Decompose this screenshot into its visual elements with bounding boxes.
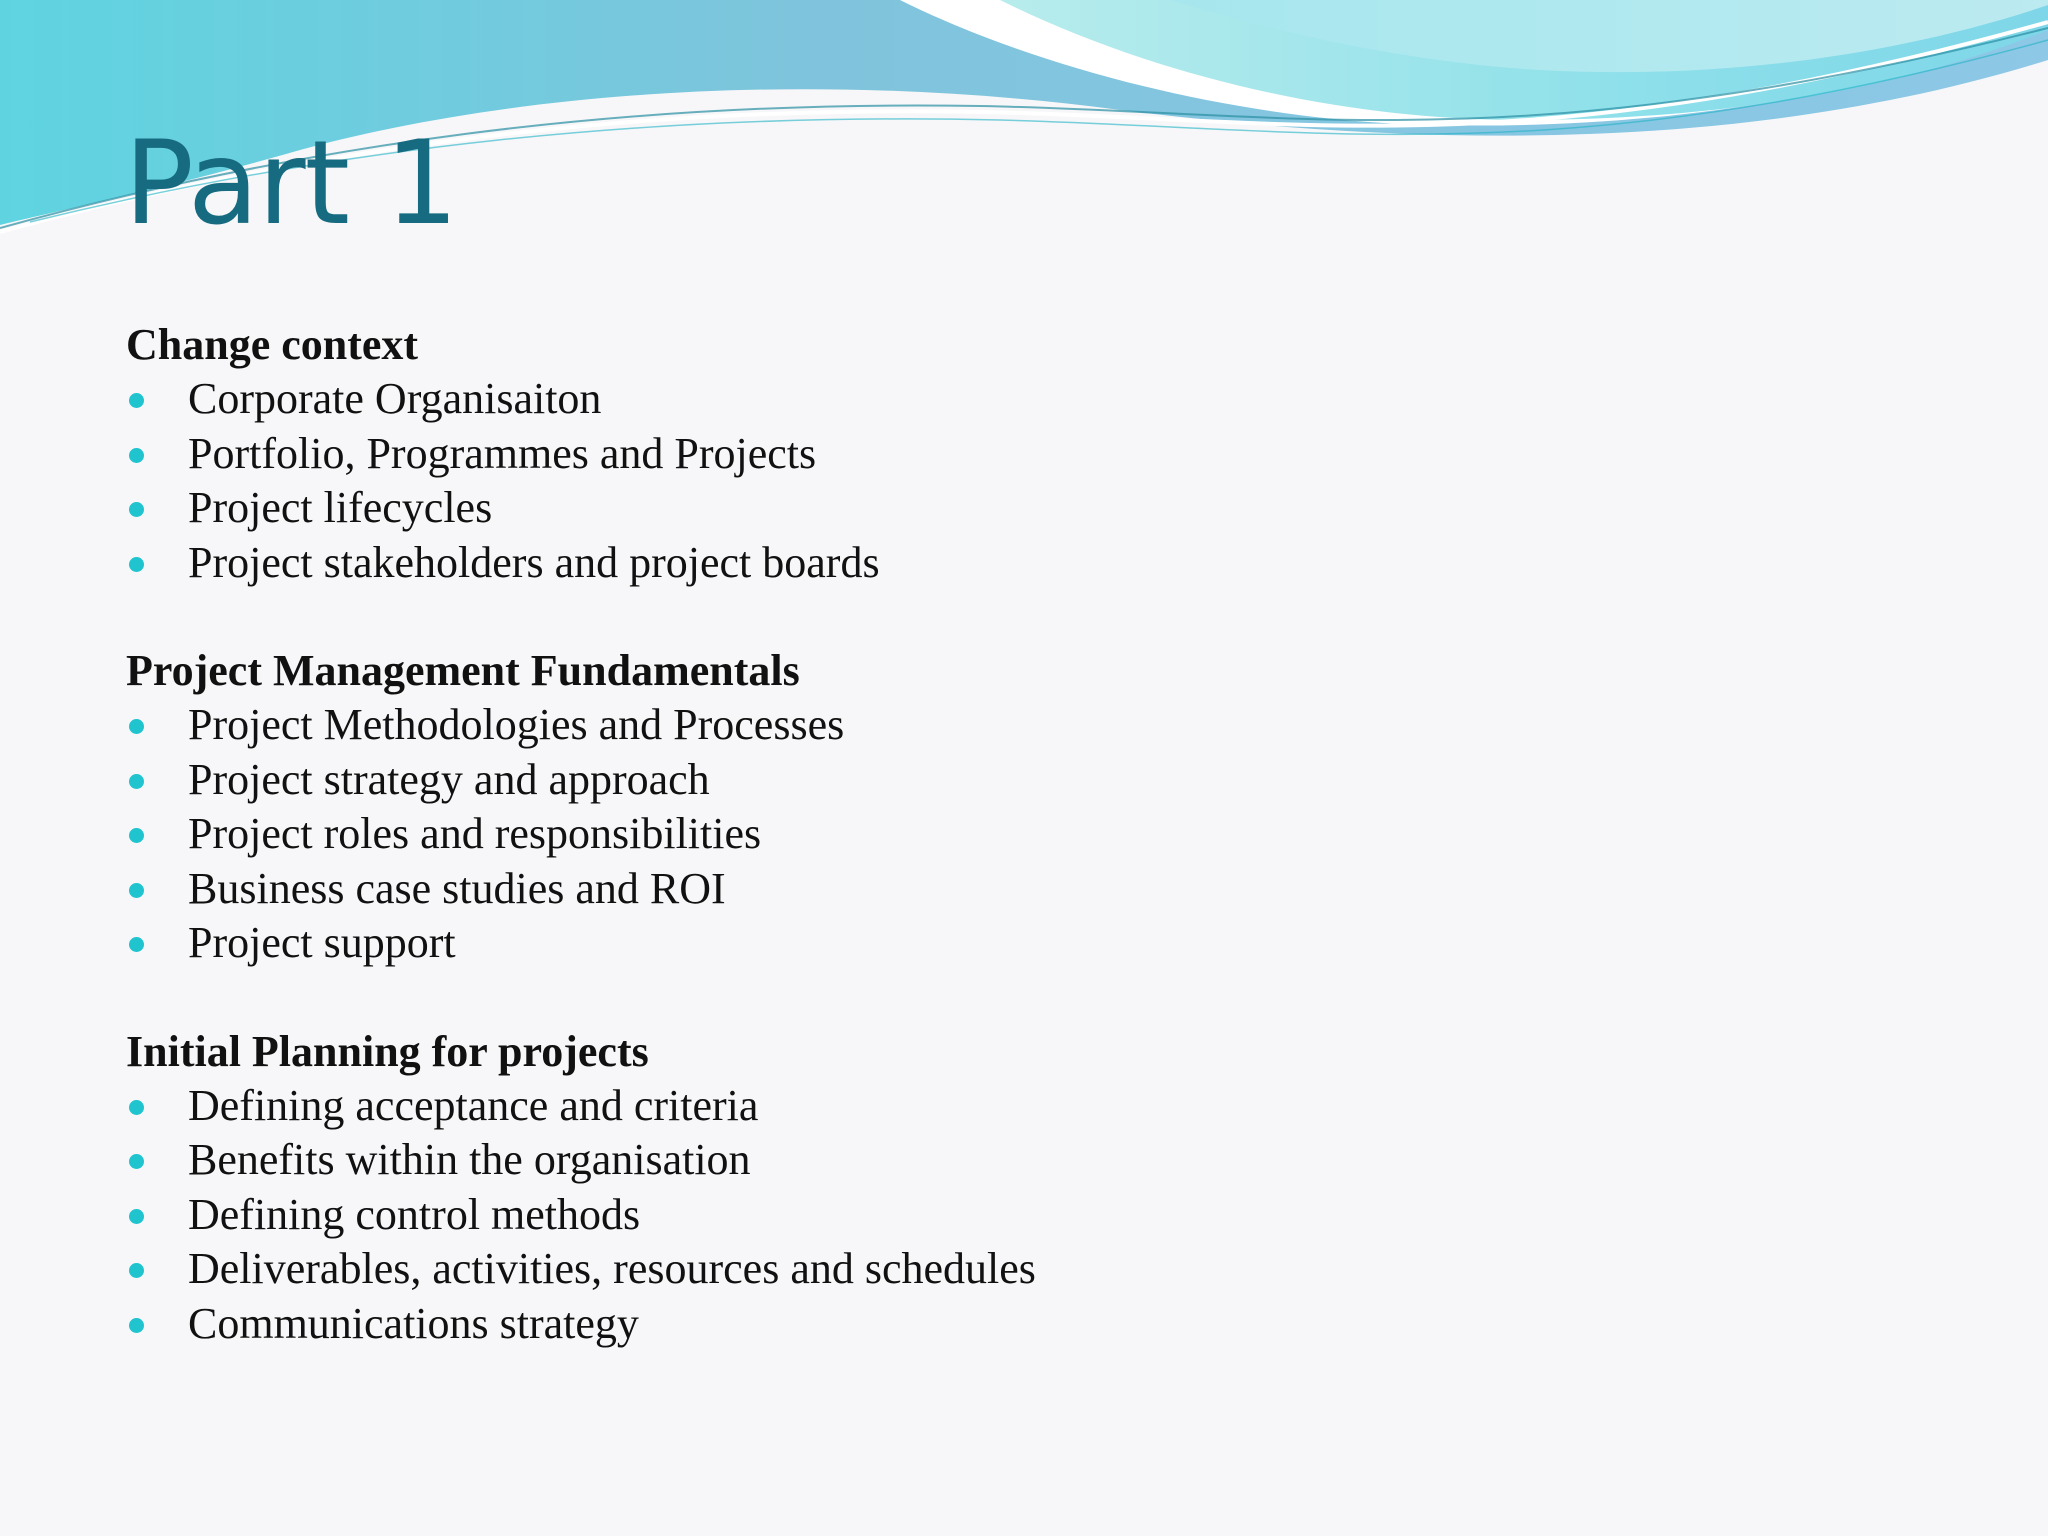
list-item — [126, 753, 1626, 808]
list-item — [126, 427, 1626, 482]
list-item-text: Project stakeholders and project boards — [188, 537, 880, 587]
list-item-text: Benefits within the organisation — [188, 1135, 751, 1184]
section-change-context — [126, 318, 1626, 590]
list-item-text: Corporate Organisaiton — [188, 374, 602, 423]
bullet-icon — [129, 883, 144, 898]
bullet-icon — [129, 1263, 144, 1278]
list-item-text: Portfolio, Programmes and Projects — [188, 428, 817, 478]
list-item-text: Communications strategy — [188, 1298, 639, 1348]
list-item-text: Project roles and responsibilities — [188, 809, 762, 858]
bullet-list — [126, 372, 1626, 590]
list-item-text: Defining acceptance and criteria — [188, 1080, 759, 1130]
bullet-icon — [129, 1154, 144, 1169]
list-item-text: Deliverables, activities, resources and schedules — [188, 1244, 1036, 1293]
list-item — [126, 1242, 1626, 1297]
bullet-list — [126, 1079, 1626, 1352]
list-item-text: Business case studies and ROI — [188, 863, 726, 913]
list-item — [126, 862, 1626, 917]
list-item — [126, 1297, 1626, 1352]
bullet-icon — [129, 1209, 144, 1224]
list-item — [126, 1079, 1626, 1134]
list-item-text: Project lifecycles — [188, 483, 493, 532]
bullet-icon — [129, 828, 144, 843]
bullet-list — [126, 698, 1626, 971]
section-project-management-fundamentals — [126, 644, 1626, 971]
slide-title: Part 1 — [124, 116, 458, 251]
section-heading: Change context — [126, 320, 419, 369]
section-heading: Initial Planning for projects — [126, 1026, 649, 1076]
section-heading: Project Management Fundamentals — [126, 646, 800, 695]
bullet-icon — [129, 393, 144, 408]
bullet-icon — [129, 774, 144, 789]
bullet-icon — [129, 719, 144, 734]
bullet-icon — [129, 502, 144, 517]
bullet-icon — [129, 1100, 144, 1115]
list-item — [126, 698, 1626, 753]
list-item — [126, 916, 1626, 971]
slide-body — [126, 318, 1626, 1405]
list-item-text: Defining control methods — [188, 1189, 641, 1239]
section-initial-planning — [126, 1025, 1626, 1352]
bullet-icon — [129, 1318, 144, 1333]
bullet-icon — [129, 557, 144, 572]
list-item-text: Project support — [188, 918, 456, 967]
list-item-text: Project Methodologies and Processes — [188, 700, 845, 749]
list-item — [126, 1188, 1626, 1243]
list-item — [126, 536, 1626, 591]
bullet-icon — [129, 937, 144, 952]
bullet-icon — [129, 448, 144, 463]
list-item — [126, 807, 1626, 862]
list-item — [126, 1133, 1626, 1188]
list-item — [126, 372, 1626, 427]
list-item-text: Project strategy and approach — [188, 754, 710, 804]
list-item — [126, 481, 1626, 536]
